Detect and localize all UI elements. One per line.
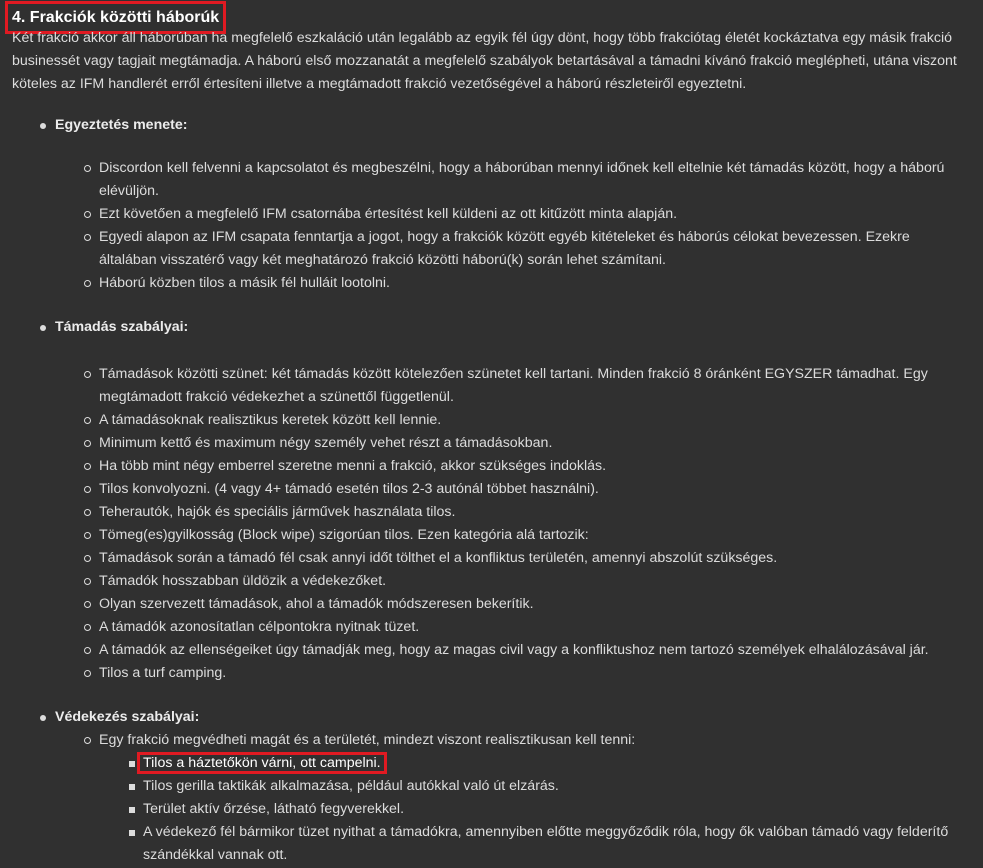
section-heading-egyeztetes: Egyeztetés menete: <box>55 114 187 137</box>
list-vedekezes <box>99 729 969 752</box>
list-item: Egy frakció megvédheti magát és a területét, mindezt viszont realisztikusan kell tenni: <box>99 729 969 752</box>
section-heading-vedekezes: Védekezés szabályai: <box>55 706 199 729</box>
list-item: Minimum kettő és maximum négy személy vehet részt a támadásokban. <box>99 432 969 455</box>
list-item: Tömeg(es)gyilkosság (Block wipe) szigorúan tilos. Ezen kategória alá tartozik: <box>99 524 969 547</box>
list-item: Tilos a turf camping. <box>99 662 969 685</box>
list-item: Olyan szervezett támadások, ahol a támadók módszeresen bekerítik. <box>99 593 969 616</box>
list-item: Teherautók, hajók és speciális járművek használata tilos. <box>99 501 969 524</box>
list-item: Háború közben tilos a másik fél hulláit lootolni. <box>99 272 969 295</box>
list-item: Terület aktív őrzése, látható fegyverekkel. <box>143 798 973 821</box>
list-item: Ezt követően a megfelelő IFM csatornába értesítést kell küldeni az ott kitűzött minta alapján. <box>99 203 969 226</box>
list-item <box>143 752 973 775</box>
list-item: A támadásoknak realisztikus keretek között kell lennie. <box>99 409 969 432</box>
list-item: Támadások során a támadó fél csak annyi időt tölthet el a konfliktus területén, amennyi abszolút szükséges. <box>99 547 969 570</box>
list-item: Egyedi alapon az IFM csapata fenntartja a jogot, hogy a frakciók között egyéb kitételeket és háborús célokat bevezessen. Ezekre általában visszatérő vagy két meghatározó frakció közötti háború(k) során lehet számítani. <box>99 226 969 272</box>
list-item: Ha több mint négy emberrel szeretne menni a frakció, akkor szükséges indoklás. <box>99 455 969 478</box>
list-item: A támadók azonosítatlan célpontokra nyitnak tüzet. <box>99 616 969 639</box>
highlighted-rule: Tilos a háztetőkön várni, ott campelni. <box>137 752 387 774</box>
list-item: Tilos gerilla taktikák alkalmazása, például autókkal való út elzárás. <box>143 775 973 798</box>
list-item: Tilos konvolyozni. (4 vagy 4+ támadó esetén tilos 2-3 autónál többet használni). <box>99 478 969 501</box>
section-title: 4. Frakciók közötti háborúk <box>5 1 226 34</box>
list-egyeztetes <box>99 157 969 295</box>
list-tamadas <box>99 363 969 685</box>
list-item: Discordon kell felvenni a kapcsolatot és megbeszélni, hogy a háborúban mennyi időnek kell eltelnie két támadás között, hogy a háború elévüljön. <box>99 157 969 203</box>
list-item: A támadók az ellenségeiket úgy támadják meg, hogy az magas civil vagy a konfliktushoz nem tartozó személyek elhalálozásával jár. <box>99 639 969 662</box>
intro-paragraph: Két frakció akkor áll háborúban ha megfelelő eszkaláció után legalább az egyik fél úgy dönt, hogy több frakciótag életét kockáztatva egy másik frakció businessét vagy tagjait megtámadja. A háború első mozzanatát a megfelelő szabályok betartásával a támadni kívánó frakció meglépheti, utána viszont köteles az IFM handlerét erről értesíteni illetve a megtámadott frakció vezetőségével a háború részleteiről egyeztetni. <box>12 30 957 92</box>
sublist-vedekezes <box>143 752 973 867</box>
section-heading-tamadas: Támadás szabályai: <box>55 316 188 339</box>
list-item: Támadások közötti szünet: két támadás között kötelezően szünetet kell tartani. Minden frakció 8 óránként EGYSZER támadhat. Egy megtámadott frakció védekezhet a szünettől függetlenül. <box>99 363 969 409</box>
list-item: Támadók hosszabban üldözik a védekezőket. <box>99 570 969 593</box>
list-item: A védekező fél bármikor tüzet nyithat a támadókra, amennyiben előtte meggyőződik róla, hogy ők valóban támadó vagy felderítő szándékkal vannak ott. <box>143 821 973 867</box>
